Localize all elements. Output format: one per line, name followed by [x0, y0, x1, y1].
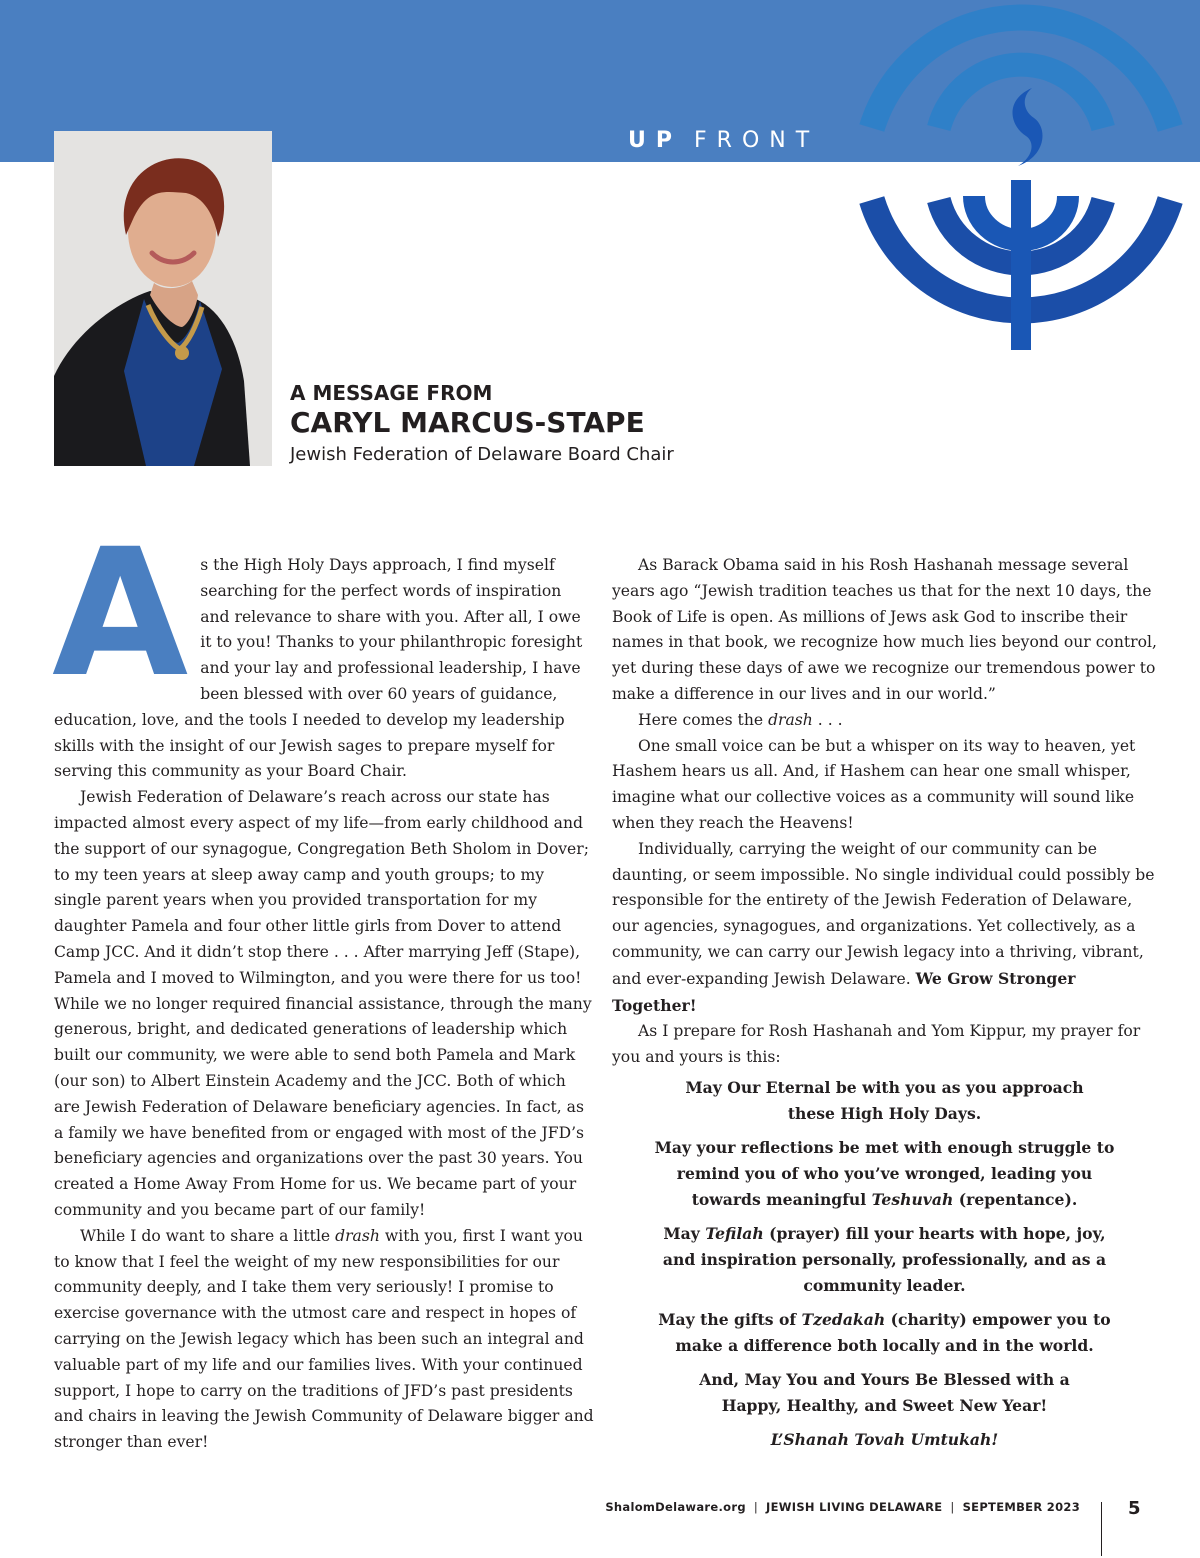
- footer-publication: JEWISH LIVING DELAWARE: [766, 1500, 943, 1514]
- article-paragraph: [612, 837, 1157, 1020]
- prayer-italic: Teshuvah: [871, 1189, 954, 1209]
- portrait-illustration: [54, 131, 272, 466]
- section-label: [628, 128, 819, 153]
- paragraph-text: While I do want to share a little: [80, 1226, 336, 1245]
- footer-separator: |: [753, 1500, 759, 1514]
- footer-divider: [1101, 1502, 1102, 1556]
- section-label-strong: UP: [628, 128, 682, 153]
- prayer-line: [612, 1307, 1157, 1359]
- article-column-right: [612, 553, 1157, 1461]
- article-paragraph: One small voice can be but a whisper on its way to heaven, yet Hashem hears us all. And, if Hashem can hear one small whisper, imagine what our collective voices as a community will sound like when they reach the Heavens!: [612, 736, 1136, 832]
- heading-kicker: A MESSAGE FROM: [290, 381, 493, 405]
- article-paragraph-lead: [52, 511, 594, 785]
- logo-menorah-stem: [1011, 180, 1031, 350]
- paragraph-bold: We Grow Stronger Together!: [612, 968, 1076, 1015]
- footer-site-link[interactable]: ShalomDelaware.org: [605, 1500, 746, 1514]
- paragraph-italic: drash: [335, 1226, 380, 1245]
- paragraph-text: with you, first I want you to know that I feel the weight of my new responsibilities for our community deeply, and I take them very seriously! I promise to exercise governance with the utmost care and respect in hopes of carrying on the Jewish legacy which has been such an integral and valuable part of my life and our families lives. With your continued support, I hope to carry on the traditions of JFD’s past presidents and chairs in leaving the Jewish Community of Delaware bigger and stronger than ever!: [54, 1226, 594, 1452]
- prayer-text: May the gifts of: [658, 1309, 802, 1329]
- prayer-closing: [612, 1427, 1157, 1453]
- prayer-text: May: [663, 1223, 706, 1243]
- footer-separator: |: [950, 1500, 955, 1514]
- paragraph-text: Here comes the: [638, 710, 769, 729]
- article-paragraph: Jewish Federation of Delaware’s reach across our state has impacted almost every aspect of my life—from early childhood and the support of our synagogue, Congregation Beth Sholom in Dover; to my teen years at sleep away camp and youth groups; to my single parent years when you provided transportation for my daughter Pamela and four other little girls from Dover to attend Camp JCC. And it didn’t stop there . . . After marrying Jeff (Stape), Pamela and I moved to Wilmington, and you were there for us too! While we no longer required financial assistance, through the many generous, bright, and dedicated generations of leadership which built our community, we were able to send both Pamela and Mark (our son) to Albert Einstein Academy and the JCC. Both of which are Jewish Federation of Delaware beneficiary agencies. In fact, as a family we have benefited from or engaged with most of the JFD’s beneficiary agencies and organizations over the past 30 years. You created a Home Away From Home for us. We became part of your community and you became part of our family!: [54, 788, 592, 1219]
- paragraph-text: . . .: [812, 710, 843, 729]
- lead-paragraph-text: s the High Holy Days approach, I find myself searching for the perfect words of inspiration and relevance to share with you. After all, I owe it to you! Thanks to your philanthropic foresight and your lay and professional leadership, I have been blessed with over 60 years of guidance, education, love, and the tools I needed to develop my leadership skills with the insight of our Jewish sages to prepare myself for serving this community as your Board Chair.: [54, 556, 583, 781]
- prayer-italic: Tefilah: [705, 1223, 764, 1243]
- prayer-text: (charity) empower you to make a difference both locally and in the world.: [675, 1309, 1111, 1355]
- prayer-block: [612, 1075, 1157, 1453]
- page-number: 5: [1128, 1498, 1141, 1519]
- prayer-line: And, May You and Yours Be Blessed with a Happy, Healthy, and Sweet New Year!: [699, 1369, 1070, 1415]
- drop-cap: A: [52, 511, 189, 716]
- author-name: CARYL MARCUS-STAPE: [290, 406, 645, 439]
- article-paragraph: As Barack Obama said in his Rosh Hashanah message several years ago “Jewish tradition teaches us that for the next 10 days, the Book of Life is open. As millions of Jews ask God to inscribe their names in that book, we recognize how much lies beyond our control, yet during these days of awe we recognize our tremendous power to make a difference in our lives and in our world.”: [612, 556, 1157, 703]
- paragraph-text: Individually, carrying the weight of our community can be daunting, or seem impossible. No single individual could possibly be responsible for the entirety of the Jewish Federation of Delaware, our agencies, synagogues, and organizations. Yet collectively, as a community, we can carry our Jewish legacy into a thriving, vibrant, and ever-expanding Jewish Delaware.: [612, 839, 1155, 988]
- prayer-line: [612, 1221, 1157, 1298]
- prayer-text: (repentance).: [953, 1189, 1078, 1209]
- prayer-text: (prayer) fill your hearts with hope, joy, and inspiration personally, professionally, and as a community leader.: [662, 1223, 1107, 1295]
- article-column-left: [52, 511, 594, 1456]
- logo-flame: [1013, 88, 1043, 166]
- footer-issue: SEPTEMBER 2023: [962, 1500, 1080, 1514]
- article-paragraph: As I prepare for Rosh Hashanah and Yom Kippur, my prayer for you and yours is this:: [612, 1022, 1141, 1067]
- article-heading: [290, 380, 990, 468]
- menorah-flame-logo-icon: [842, 0, 1200, 364]
- page-footer: [540, 1500, 1080, 1514]
- prayer-text: May your reflections be met with enough struggle to remind you of who you’ve wronged, leading you towards meaningful: [654, 1138, 1115, 1209]
- author-portrait-photo: [54, 131, 272, 466]
- article-paragraph: [612, 708, 1157, 734]
- article-paragraph: [54, 1224, 594, 1456]
- paragraph-italic: drash: [768, 710, 813, 729]
- section-label-light: FRONT: [694, 128, 820, 153]
- prayer-line: May Our Eternal be with you as you approach these High Holy Days.: [685, 1077, 1084, 1123]
- prayer-italic: Tzedakah: [801, 1309, 886, 1329]
- prayer-closing-text: L’Shanah Tovah Umtukah!: [770, 1430, 999, 1449]
- prayer-line: [612, 1135, 1157, 1212]
- author-role: Jewish Federation of Delaware Board Chair: [290, 444, 674, 465]
